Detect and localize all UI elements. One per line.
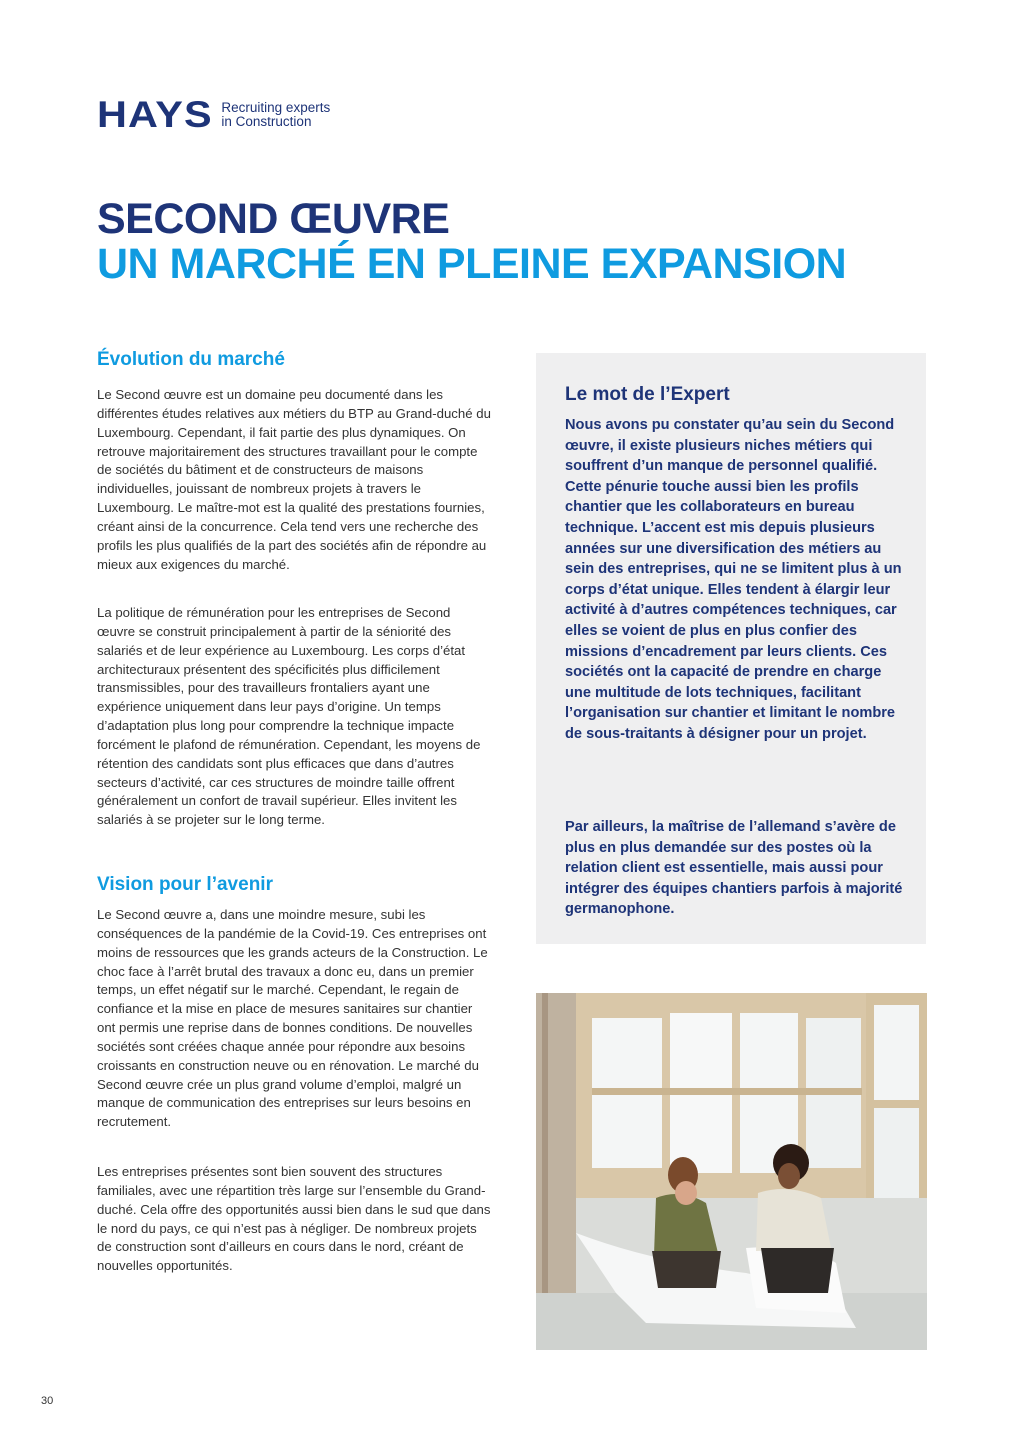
tagline-line-1: Recruiting experts [221, 99, 331, 115]
logo-wordmark: HAYS [97, 94, 213, 135]
expert-paragraph-1: Nous avons pu constater qu’au sein du Second œuvre, il existe plusieurs niches métiers qui souffrent d’un manque de personnel qualifié. Cette pénurie touche aussi bien les profils chantier que les collaborateurs en bureau technique. L’accent est mis depuis plusieurs années sur une diversification des métiers au sein des entreprises, qui ne se limitent plus à un corps d’état unique. Elles tendent à élargir leur activité à d’autres compétences techniques, car elles se voient de plus en plus confier des missions d’encadrement par leurs clients. Ces sociétés ont la capacité de prendre en charge une multitude de lots techniques, facilitant l’organisation sur chantier et limitant le nombre de sous-traitants à désigner pour un projet. [565, 417, 902, 742]
expert-quote-box [536, 353, 926, 944]
logo-tagline [221, 101, 330, 129]
expert-paragraph-2: Par ailleurs, la maîtrise de l’allemand s’avère de plus en plus demandée sur des postes où la relation client est essentielle, mais aussi pour intégrer des équipes chantiers parfois à majorité germanophone. [565, 819, 903, 918]
evolution-paragraph-1: Le Second œuvre est un domaine peu documenté dans les différentes études relatives aux métiers du BTP au Grand-duché du Luxembourg. Cependant, il fait partie des plus dynamiques. On retrouve majoritairement des structures travaillant pour le compte de sociétés du bâtiment et de constructeurs de maisons individuelles, jouissant de nombreux projets à travers le Luxembourg. Le maître-mot est la qualité des prestations fournies, créant ainsi de la concurrence. Cela tend vers une recherche des profils les plus qualifiés de la part des sociétés afin de répondre au mieux aux exigences du marché. [97, 387, 491, 572]
expert-heading: Le mot de l’Expert [565, 384, 730, 405]
page-title-line-2: UN MARCHÉ EN PLEINE EXPANSION [97, 240, 847, 288]
construction-photo [536, 993, 927, 1350]
vision-paragraph-1: Le Second œuvre a, dans une moindre mesure, subi les conséquences de la pandémie de la Covid-19. Ces entreprises ont moins de ressources que les grands acteurs de la Construction. Le choc face à l’arrêt brutal des travaux a donc eu, dans un premier temps, un effet négatif sur le marché. Cependant, le regain de confiance et la mise en place de mesures sanitaires sur chantier ont permis une reprise dans de bonnes conditions. De nouvelles sociétés sont créées chaque année pour répondre aux besoins croissants en construction neuve ou en rénovation. Le marché du Second œuvre crée un plus grand volume d’emploi, malgré un manque de communication des entreprises sur leurs besoins en recrutement. [97, 907, 488, 1130]
page-number: 30 [41, 1395, 54, 1407]
page-title-line-1: SECOND ŒUVRE [97, 195, 450, 243]
section-heading-vision: Vision pour l’avenir [97, 874, 273, 895]
section-heading-evolution: Évolution du marché [97, 349, 285, 370]
evolution-paragraph-2: La politique de rémunération pour les entreprises de Second œuvre se construit principalement à partir de la séniorité des salariés et de leur expérience au Luxembourg. Les corps d’état architecturaux présentent des spécificités plus difficilement transmissibles, pour des travailleurs frontaliers ayant une expérience uniquement dans leur pays d’origine. Un temps d’adaptation plus long pour comprendre la technique impacte forcément le plafond de rémunération. Cependant, les moyens de rétention des candidats sont plus efficaces que dans d’autres secteurs d’activité, car ces structures de moindre taille offrent généralement un confort de travail supérieur. Elles invitent les salariés à se projeter sur le long terme. [97, 605, 481, 828]
tagline-line-2: in Construction [221, 113, 312, 129]
hays-logo [97, 96, 330, 133]
vision-paragraph-2: Les entreprises présentes sont bien souvent des structures familiales, avec une répartition très large sur l’ensemble du Grand-duché. Cela offre des opportunités aussi bien dans le sud que dans le nord du pays, ce qui n’est pas à négliger. De nombreux projets de construction sont d’ailleurs en cours dans le nord, créant de nouvelles opportunités. [97, 1164, 491, 1274]
